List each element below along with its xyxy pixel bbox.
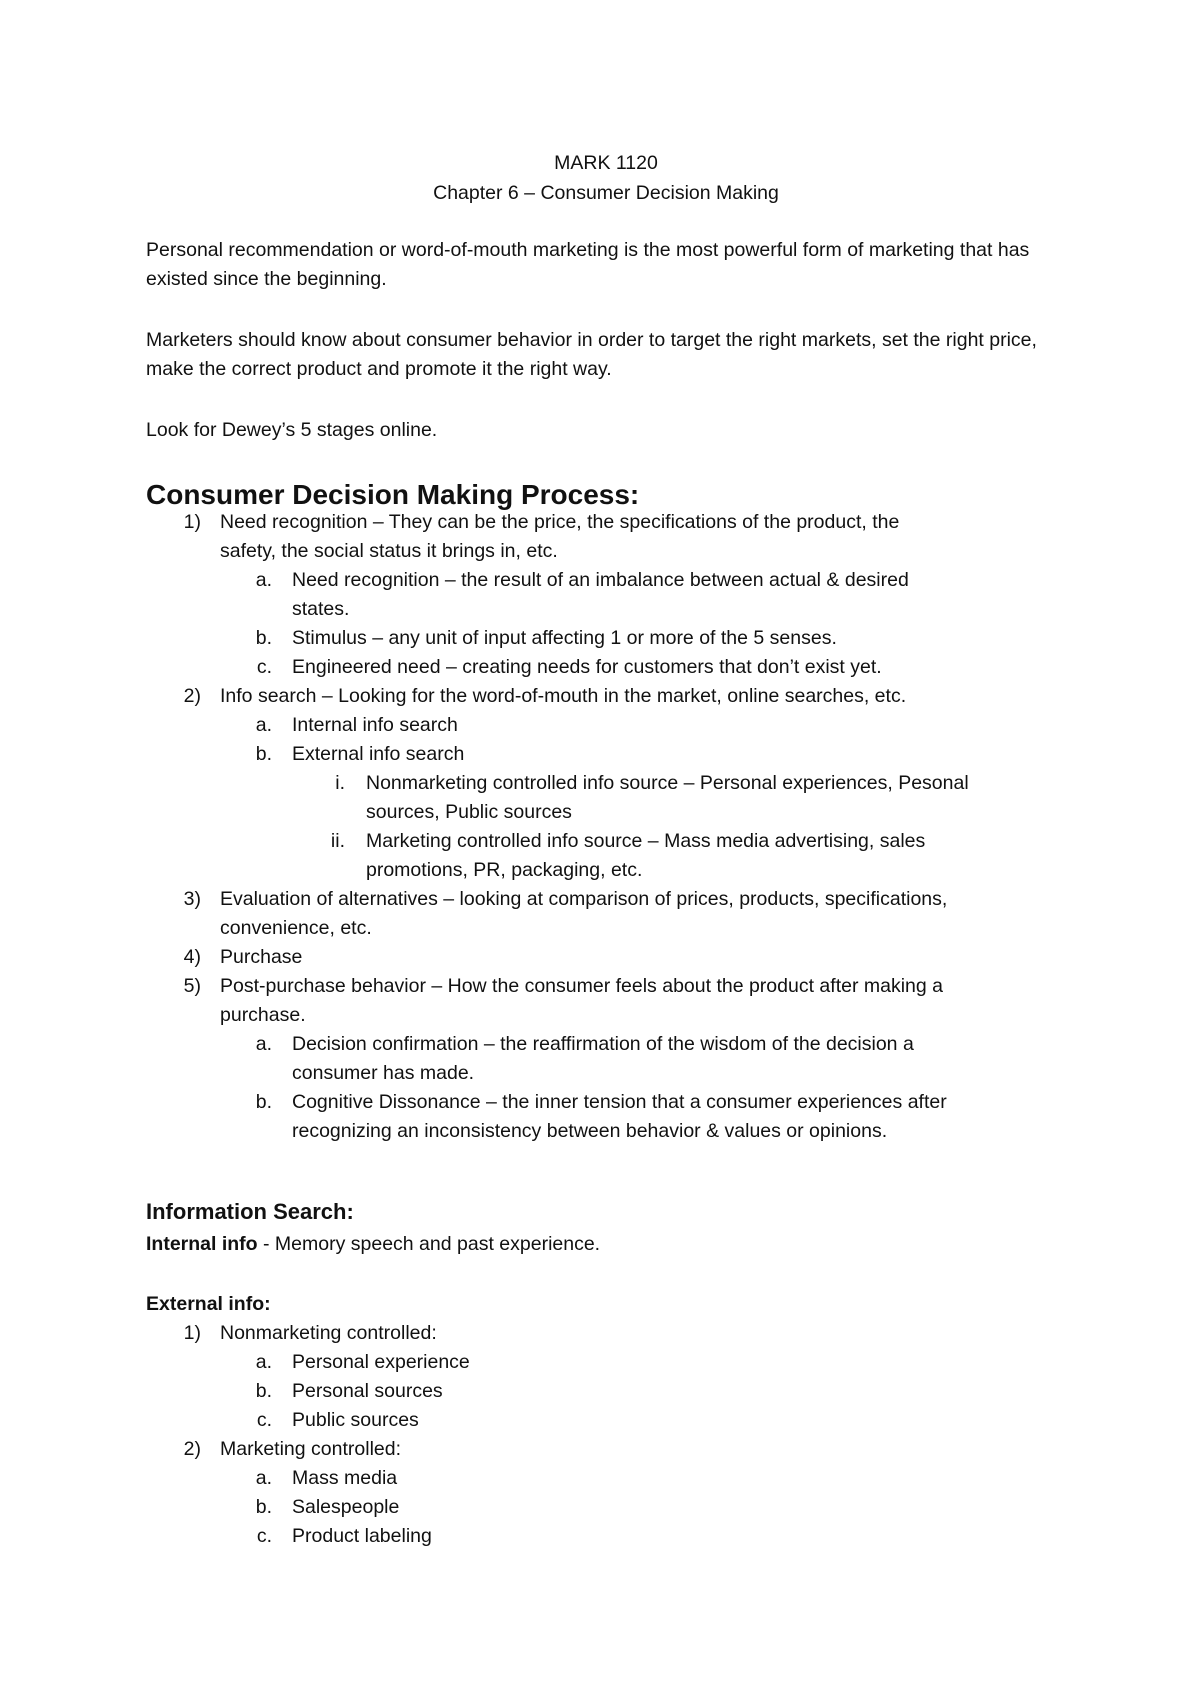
list-marker: c. bbox=[256, 1409, 272, 1431]
course-code: MARK 1120 bbox=[554, 152, 658, 174]
list-item-text: consumer has made. bbox=[292, 1062, 475, 1084]
list-marker: 1) bbox=[183, 511, 201, 533]
list-item-text: Salespeople bbox=[292, 1496, 400, 1518]
list-item-text: Nonmarketing controlled: bbox=[220, 1322, 437, 1344]
list-item-text: safety, the social status it brings in, etc. bbox=[220, 540, 558, 562]
internal-info-label: Internal info bbox=[146, 1233, 258, 1255]
internal-info-line bbox=[146, 1230, 600, 1259]
list-item-text: Need recognition – the result of an imbalance between actual & desired bbox=[292, 569, 909, 591]
list-marker: 5) bbox=[183, 975, 201, 997]
list-item-text: Post-purchase behavior – How the consumer feels about the product after making a bbox=[220, 975, 943, 997]
list-item-text: Cognitive Dissonance – the inner tension that a consumer experiences after bbox=[292, 1091, 947, 1113]
list-item-text: External info search bbox=[292, 743, 465, 765]
chapter-title: Chapter 6 – Consumer Decision Making bbox=[433, 182, 779, 204]
list-marker: a. bbox=[255, 1351, 272, 1373]
list-item-text: sources, Public sources bbox=[366, 801, 572, 823]
list-item-text: Personal sources bbox=[292, 1380, 443, 1402]
list-item-text: convenience, etc. bbox=[220, 917, 372, 939]
list-marker: c. bbox=[256, 1525, 272, 1547]
list-item-text: promotions, PR, packaging, etc. bbox=[366, 859, 643, 881]
list-item-text: states. bbox=[292, 598, 350, 620]
list-item-text: Decision confirmation – the reaffirmation of the wisdom of the decision a bbox=[292, 1033, 914, 1055]
list-marker: a. bbox=[255, 714, 272, 736]
list-item-text: Need recognition – They can be the price, the specifications of the product, the bbox=[220, 511, 900, 533]
list-marker: 2) bbox=[183, 685, 201, 707]
list-marker: 1) bbox=[183, 1322, 201, 1344]
list-item-text: Purchase bbox=[220, 946, 303, 968]
list-item-text: Internal info search bbox=[292, 714, 458, 736]
list-item-text: purchase. bbox=[220, 1004, 306, 1026]
list-item-text: Info search – Looking for the word-of-mouth in the market, online searches, etc. bbox=[220, 685, 907, 707]
list-marker: 2) bbox=[183, 1438, 201, 1460]
list-item-text: Mass media bbox=[292, 1467, 398, 1489]
list-marker: b. bbox=[255, 627, 272, 649]
list-marker: 3) bbox=[183, 888, 201, 910]
list-marker: ii. bbox=[330, 830, 345, 852]
external-info-label: External info: bbox=[146, 1293, 271, 1315]
list-marker: i. bbox=[335, 772, 345, 794]
list-marker: b. bbox=[255, 1380, 272, 1402]
list-item-text: Public sources bbox=[292, 1409, 419, 1431]
list-item-text: Nonmarketing controlled info source – Personal experiences, Pesonal bbox=[366, 772, 969, 794]
intro-paragraph-2: Marketers should know about consumer behavior in order to target the right markets, set the right price, make the correct product and promote it the right way. bbox=[146, 329, 1037, 380]
intro-paragraph-3: Look for Dewey’s 5 stages online. bbox=[146, 419, 438, 441]
process-heading: Consumer Decision Making Process: bbox=[146, 479, 640, 510]
list-item-text: Engineered need – creating needs for customers that don’t exist yet. bbox=[292, 656, 882, 678]
list-item-text: Product labeling bbox=[292, 1525, 432, 1547]
list-item-text: Marketing controlled: bbox=[220, 1438, 402, 1460]
internal-info-text: - Memory speech and past experience. bbox=[257, 1233, 601, 1255]
list-marker: a. bbox=[255, 1033, 272, 1055]
list-item-text: Stimulus – any unit of input affecting 1 or more of the 5 senses. bbox=[292, 627, 837, 649]
list-item-text: Evaluation of alternatives – looking at comparison of prices, products, specifications, bbox=[220, 888, 948, 910]
list-item-text: recognizing an inconsistency between behavior & values or opinions. bbox=[292, 1120, 888, 1142]
list-marker: b. bbox=[255, 1496, 272, 1518]
list-item-text: Personal experience bbox=[292, 1351, 470, 1373]
list-marker: b. bbox=[255, 743, 272, 765]
list-marker: b. bbox=[255, 1091, 272, 1113]
info-search-heading: Information Search: bbox=[146, 1199, 354, 1224]
list-marker: a. bbox=[255, 1467, 272, 1489]
list-marker: a. bbox=[255, 569, 272, 591]
list-marker: 4) bbox=[183, 946, 201, 968]
list-marker: c. bbox=[256, 656, 272, 678]
title-block bbox=[146, 148, 1066, 208]
list-item-text: Marketing controlled info source – Mass media advertising, sales bbox=[366, 830, 926, 852]
intro-paragraph-1: Personal recommendation or word-of-mouth marketing is the most powerful form of marketing that has existed since the beginning. bbox=[146, 239, 1030, 290]
